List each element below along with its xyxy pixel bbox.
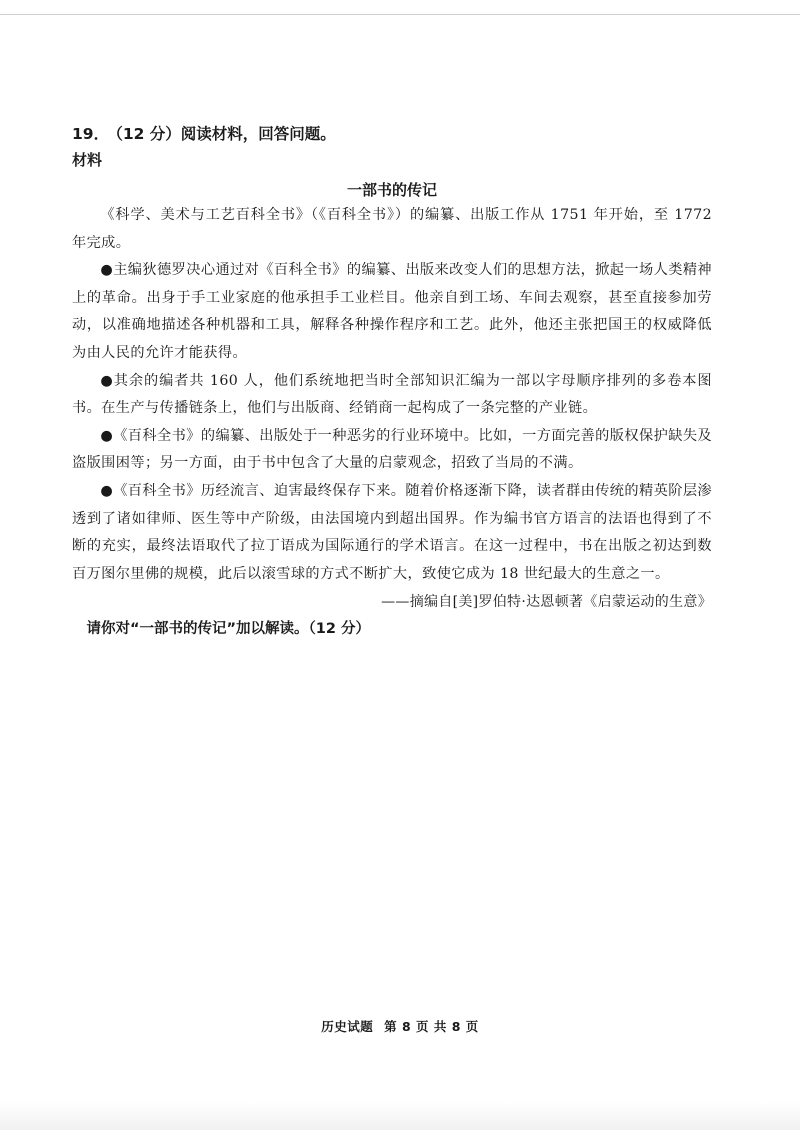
question-number: 19． <box>72 125 110 143</box>
article-intro: 《科学、美术与工艺百科全书》（《百科全书》）的编纂、出版工作从 1751 年开始，至 1772 年完成。 <box>72 207 712 251</box>
material-label: 材料 <box>72 151 103 169</box>
question-instruction: （12 分）阅读材料，回答问题。 <box>115 125 336 143</box>
footer-subject: 历史试题 <box>321 1019 374 1034</box>
bullet-paragraph-4 <box>72 478 712 588</box>
bullet-paragraph-2 <box>72 368 712 423</box>
bullet-marker: ● <box>100 262 114 279</box>
footer-page-info: 第 8 页 共 8 页 <box>384 1019 479 1034</box>
bullet-paragraph-1 <box>72 257 712 367</box>
bullet-text: 《百科全书》的编纂、出版处于一种恶劣的行业环境中。比如，一方面完善的版权保护缺失及盗版围困等；另一方面，由于书中包含了大量的启蒙观念，招致了当局的不满。 <box>72 427 713 472</box>
bullet-text: 主编狄德罗决心通过对《百科全书》的编纂、出版来改变人们的思想方法，掀起一场人类精神上的革命。出身于手工业家庭的他承担手工业栏目。他亲自到工场、车间去观察，甚至直接参加劳动，以准确地描述各种机器和工具，解释各种操作程序和工艺。此外，他还主张把国王的权威降低为由人民的允许才能获得。 <box>72 262 713 361</box>
question-header <box>72 122 712 146</box>
question-block <box>72 122 712 642</box>
bullet-text: 《百科全书》历经流言、迫害最终保存下来。随着价格逐渐下降，读者群由传统的精英阶层渗透到了诸如律师、医生等中产阶级，由法国境内到超出国界。作为编书官方语言的法语也得到了不断的充实，最终法语取代了拉丁语成为国际通行的学术语言。在这一过程中，书在出版之初达到数百万图尔里佛的规模，此后以滚雪球的方式不断扩大，致使它成为 18 世纪最大的生意之一。 <box>72 482 713 582</box>
page-footer <box>0 1017 800 1035</box>
bullet-marker: ● <box>100 482 114 499</box>
top-border-line <box>0 14 800 15</box>
bullet-marker: ● <box>100 427 114 444</box>
question-prompt: 请你对“一部书的传记”加以解读。（12 分） <box>86 621 371 638</box>
source-citation: ——摘编自[美]罗伯特·达恩顿著《启蒙运动的生意》 <box>381 594 712 611</box>
bullet-marker: ● <box>100 372 114 389</box>
bullet-text: 其余的编者共 160 人，他们系统地把当时全部知识汇编为一部以字母顺序排列的多卷本图书。在生产与传播链条上，他们与出版商、经销商一起构成了一条完整的产业链。 <box>72 372 713 417</box>
bottom-scan-shade <box>0 1102 800 1130</box>
bullet-paragraph-3 <box>72 423 712 478</box>
article-title: 一部书的传记 <box>346 181 437 199</box>
